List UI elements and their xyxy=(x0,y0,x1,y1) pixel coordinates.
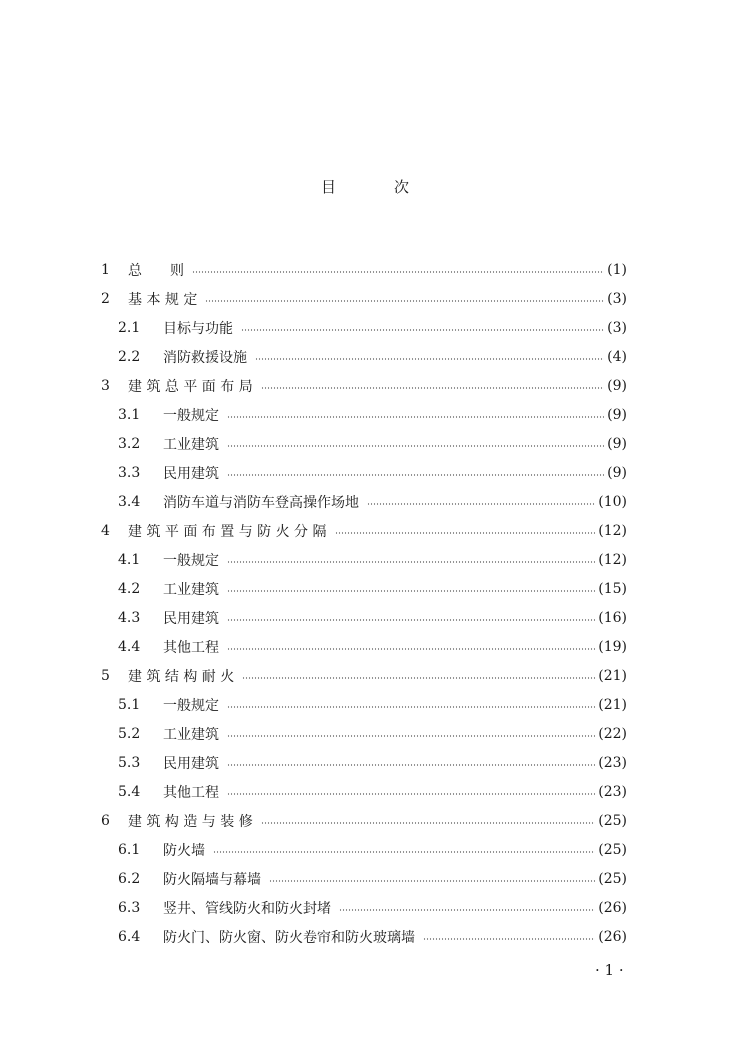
toc-row[interactable] xyxy=(0,345,730,369)
toc-page-number: (22) xyxy=(598,726,627,742)
toc-section-label: 一般规定 xyxy=(163,408,219,424)
toc-section-number: 6 xyxy=(101,813,110,829)
toc-section-label: 目标与功能 xyxy=(163,321,233,337)
toc-section-label: 工业建筑 xyxy=(163,437,219,453)
page-number: · 1 · xyxy=(595,961,624,979)
toc-section-label: 工业建筑 xyxy=(163,582,219,598)
toc-row[interactable] xyxy=(0,664,730,688)
toc-leader-dots xyxy=(227,764,595,766)
toc-row[interactable] xyxy=(0,548,730,572)
toc-row[interactable] xyxy=(0,316,730,340)
toc-section-label: 建 筑 构 造 与 装 修 xyxy=(128,814,253,830)
toc-section-label: 民用建筑 xyxy=(163,611,219,627)
toc-page-number: (26) xyxy=(598,929,627,945)
toc-page-number: (3) xyxy=(607,291,627,307)
toc-row[interactable] xyxy=(0,693,730,717)
toc-page-number: (3) xyxy=(607,320,627,336)
toc-leader-dots xyxy=(335,532,596,534)
toc-leader-dots xyxy=(255,358,604,360)
toc-page-number: (1) xyxy=(607,262,627,278)
toc-page-number: (16) xyxy=(598,610,627,626)
toc-page-number: (21) xyxy=(598,697,627,713)
toc-row[interactable] xyxy=(0,403,730,427)
toc-section-label: 建 筑 总 平 面 布 局 xyxy=(128,379,253,395)
toc-section-number: 2 xyxy=(101,291,110,307)
toc-section-label: 其他工程 xyxy=(163,785,219,801)
toc-leader-dots xyxy=(227,735,595,737)
toc-leader-dots xyxy=(339,909,595,911)
toc-row[interactable] xyxy=(0,519,730,543)
toc-row[interactable] xyxy=(0,461,730,485)
toc-page-number: (23) xyxy=(598,755,627,771)
toc-section-number: 3.2 xyxy=(118,436,141,452)
toc-leader-dots xyxy=(192,271,604,273)
toc-page-number: (9) xyxy=(607,407,627,423)
toc-row[interactable] xyxy=(0,432,730,456)
toc-section-label: 民用建筑 xyxy=(163,466,219,482)
toc-section-label: 民用建筑 xyxy=(163,756,219,772)
toc-page-number: (4) xyxy=(607,349,627,365)
toc-page-number: (25) xyxy=(598,842,627,858)
toc-section-label: 消防救援设施 xyxy=(163,350,247,366)
toc-leader-dots xyxy=(227,619,595,621)
toc-section-number: 6.3 xyxy=(118,900,141,916)
toc-section-number: 5 xyxy=(101,668,110,684)
toc-section-label: 基 本 规 定 xyxy=(128,292,198,308)
toc-leader-dots xyxy=(205,300,604,302)
toc-page-number: (12) xyxy=(598,523,627,539)
toc-section-label: 建 筑 结 构 耐 火 xyxy=(128,669,235,685)
toc-section-label: 防火墙 xyxy=(163,843,205,859)
toc-leader-dots xyxy=(423,938,595,940)
toc-leader-dots xyxy=(227,561,595,563)
toc-section-label: 一般规定 xyxy=(163,553,219,569)
toc-title-right: 次 xyxy=(394,178,410,196)
toc-page-number: (19) xyxy=(598,639,627,655)
toc-leader-dots xyxy=(227,706,595,708)
toc-page-number: (9) xyxy=(607,378,627,394)
toc-section-number: 4 xyxy=(101,523,110,539)
toc-row[interactable] xyxy=(0,490,730,514)
toc-row[interactable] xyxy=(0,606,730,630)
toc-section-number: 6.2 xyxy=(118,871,141,887)
toc-title xyxy=(0,176,730,197)
toc-section-number: 4.2 xyxy=(118,581,141,597)
toc-leader-dots xyxy=(227,590,595,592)
toc-leader-dots xyxy=(261,822,596,824)
toc-row[interactable] xyxy=(0,838,730,862)
toc-section-number: 6.1 xyxy=(118,842,141,858)
toc-title-left: 目 xyxy=(320,178,336,196)
toc-row[interactable] xyxy=(0,867,730,891)
toc-leader-dots xyxy=(227,793,595,795)
toc-section-number: 4.3 xyxy=(118,610,141,626)
toc-row[interactable] xyxy=(0,635,730,659)
toc-row[interactable] xyxy=(0,896,730,920)
toc-page-number: (10) xyxy=(598,494,627,510)
toc-section-number: 1 xyxy=(101,262,110,278)
toc-page-number: (23) xyxy=(598,784,627,800)
toc-section-number: 5.3 xyxy=(118,755,141,771)
toc-section-label: 其他工程 xyxy=(163,640,219,656)
toc-page-number: (25) xyxy=(598,871,627,887)
toc-page-number: (12) xyxy=(598,552,627,568)
toc-leader-dots xyxy=(241,329,604,331)
toc-section-number: 3.4 xyxy=(118,494,141,510)
toc-section-number: 2.1 xyxy=(118,320,141,336)
toc-section-number: 3.1 xyxy=(118,407,141,423)
toc-row[interactable] xyxy=(0,780,730,804)
toc-section-number: 6.4 xyxy=(118,929,141,945)
toc-leader-dots xyxy=(269,880,595,882)
toc-row[interactable] xyxy=(0,258,730,282)
toc-section-number: 4.1 xyxy=(118,552,141,568)
toc-section-label: 防火隔墙与幕墙 xyxy=(163,872,261,888)
toc-section-number: 5.2 xyxy=(118,726,141,742)
toc-section-number: 4.4 xyxy=(118,639,141,655)
toc-leader-dots xyxy=(367,503,595,505)
toc-section-label: 建 筑 平 面 布 置 与 防 火 分 隔 xyxy=(128,524,327,540)
toc-section-number: 3.3 xyxy=(118,465,141,481)
toc-leader-dots xyxy=(227,648,595,650)
toc-section-label: 总 则 xyxy=(128,263,184,279)
toc-row[interactable] xyxy=(0,809,730,833)
toc-page-number: (9) xyxy=(607,465,627,481)
toc-leader-dots xyxy=(227,416,604,418)
toc-page-number: (26) xyxy=(598,900,627,916)
toc-row[interactable] xyxy=(0,722,730,746)
toc-section-label: 消防车道与消防车登高操作场地 xyxy=(163,495,359,511)
toc-row[interactable] xyxy=(0,751,730,775)
toc-row[interactable] xyxy=(0,577,730,601)
toc-section-label: 工业建筑 xyxy=(163,727,219,743)
toc-leader-dots xyxy=(227,474,604,476)
toc-leader-dots xyxy=(227,445,604,447)
toc-page-number: (25) xyxy=(598,813,627,829)
toc-section-number: 2.2 xyxy=(118,349,141,365)
toc-page-number: (21) xyxy=(598,668,627,684)
toc-section-label: 一般规定 xyxy=(163,698,219,714)
toc-section-number: 3 xyxy=(101,378,110,394)
toc-section-label: 竖井、管线防火和防火封堵 xyxy=(163,901,331,917)
toc-leader-dots xyxy=(242,677,595,679)
toc-row[interactable] xyxy=(0,287,730,311)
toc-leader-dots xyxy=(261,387,604,389)
toc-leader-dots xyxy=(213,851,595,853)
toc-row[interactable] xyxy=(0,925,730,949)
toc-page-number: (15) xyxy=(598,581,627,597)
toc-section-label: 防火门、防火窗、防火卷帘和防火玻璃墙 xyxy=(163,930,415,946)
toc-section-number: 5.1 xyxy=(118,697,141,713)
toc-section-number: 5.4 xyxy=(118,784,141,800)
toc-page-number: (9) xyxy=(607,436,627,452)
toc-row[interactable] xyxy=(0,374,730,398)
